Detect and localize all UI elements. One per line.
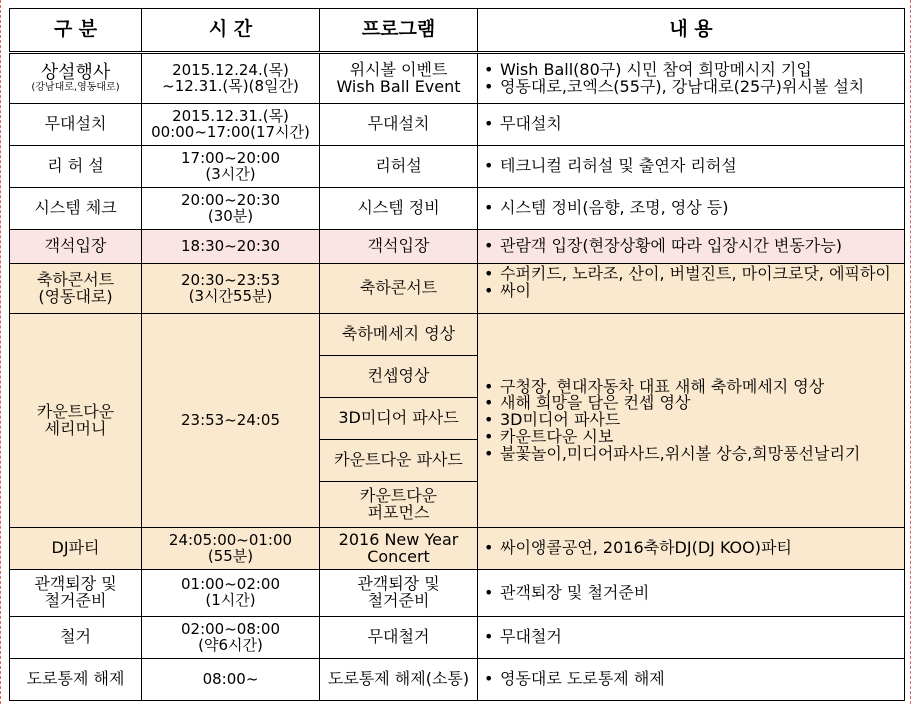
content-item: • Wish Ball(80구) 시민 참여 희망메시지 기입 [482,62,900,79]
row-time [142,104,320,146]
row-content [478,53,905,104]
time-line-1: 20:30~23:53 [180,270,281,289]
row-time [142,617,320,659]
content-item-continuation: • 싸이 [482,283,900,300]
category-name: 상설행사 [40,61,111,83]
program-line-2: 철거준비 [367,591,430,610]
row-program: 카운트다운 파사드 [320,440,478,482]
row-program: 무대철거 [320,617,478,659]
row-category: 시스템 체크 [10,188,142,230]
content-item: • 카운트다운 시보 [482,429,900,446]
row-program [320,53,478,104]
time-line-2: 00:00~17:00(17시간) [151,122,310,141]
header-row [10,9,905,53]
row-time [142,528,320,570]
row-content [478,528,905,570]
row-time [142,570,320,617]
content-item: • 싸이앵콜공연, 2016축하DJ(DJ KOO)파티 [482,540,900,557]
content-item: • 불꽃놀이,미디어파사드,위시볼 상승,희망풍선날리기 [482,446,900,463]
time-line-2: (1시간) [205,591,256,609]
content-item: • 시스템 정비(음향, 조명, 영상 등) [482,200,900,217]
row-time [142,188,320,230]
table-row [10,53,905,104]
row-program: 축하콘서트 [320,264,478,314]
table-row [10,146,905,188]
row-category [10,570,142,617]
table-row [10,659,905,701]
row-program [320,528,478,570]
program-line-2: 퍼포먼스 [367,502,430,522]
time-line-2: (3시간55분) [188,286,273,305]
row-category: DJ파티 [10,528,142,570]
row-category [10,53,142,104]
row-program: 도로통제 해제(소통) [320,659,478,701]
table-row [10,104,905,146]
table-row [10,570,905,617]
row-content [478,104,905,146]
table-row [10,617,905,659]
header-time: 시 간 [142,9,320,53]
header-content: 내 용 [478,9,905,53]
row-time: 08:00~ [142,659,320,701]
category-line-1: 카운트다운 [36,401,115,421]
content-item: • 수퍼키드, 노라조, 산이, 버벌진트, 마이크로닷, 에픽하이 [482,266,900,283]
category-line-1: 축하콘서트 [36,269,115,289]
row-program: 시스템 정비 [320,188,478,230]
row-category [10,314,142,528]
content-item: • 무대설치 [482,116,900,133]
row-content [478,314,905,528]
time-line-1: 2015.12.24.(목) [172,60,289,79]
schedule-table [9,8,905,701]
time-line-1: 24:05:00~01:00 [168,530,293,549]
program-line-1: 위시볼 이벤트 [349,59,448,79]
row-time [142,264,320,314]
content-item: • 3D미디어 파사드 [482,412,900,429]
program-line-2: Wish Ball Event [336,76,461,96]
time-line-2: (55분) [207,546,254,565]
table-row [10,188,905,230]
row-program: 축하메세지 영상 [320,314,478,356]
table-row [10,264,905,314]
header-program: 프로그램 [320,9,478,53]
table-row [10,314,905,356]
content-item: • 관람객 입장(현장상황에 따라 입장시간 변동가능) [482,238,900,255]
program-line-1: 카운트다운 [359,485,438,505]
category-line-2: 세리머니 [44,418,107,438]
row-program: 컨셉영상 [320,356,478,398]
program-line-1: 관객퇴장 및 [357,574,440,594]
row-time: 23:53~24:05 [142,314,320,528]
row-program: 객석입장 [320,230,478,264]
row-program: 무대설치 [320,104,478,146]
category-line-2: (영동대로) [38,286,113,306]
row-content [478,230,905,264]
content-item: • 관객퇴장 및 철거준비 [482,585,900,602]
time-line-1: 2015.12.31.(목) [172,106,289,125]
category-line-1: 관객퇴장 및 [34,574,117,594]
row-program [320,482,478,528]
row-content [478,146,905,188]
time-line-1: 01:00~02:00 [180,575,281,594]
row-program: 3D미디어 파사드 [320,398,478,440]
time-line-2: (30분) [207,206,254,225]
row-category: 무대설치 [10,104,142,146]
row-content [478,659,905,701]
time-line-1: 20:00~20:30 [180,190,281,209]
row-content [478,264,905,314]
time-line-1: 17:00~20:00 [180,148,281,167]
row-program [320,570,478,617]
content-item: • 새해 희망을 담은 컨셉 영상 [482,395,900,412]
content-item: • 구청장, 현대자동차 대표 새해 축하메세지 영상 [482,379,900,396]
row-program: 리허설 [320,146,478,188]
header-category: 구 분 [10,9,142,53]
time-line-2: ~12.31.(목)(8일간) [162,76,299,95]
content-item: • 영동대로 도로통제 해제 [482,671,900,688]
program-line-2: Concert [367,546,430,566]
category-line-2: 철거준비 [44,591,107,610]
row-category: 객석입장 [10,230,142,264]
content-item: • 테크니컬 리허설 및 출연자 리허설 [482,158,900,175]
program-line-1: 2016 New Year [338,529,459,549]
row-content [478,617,905,659]
row-category: 리 허 설 [10,146,142,188]
table-row [10,230,905,264]
content-item: • 무대철거 [482,629,900,646]
row-category: 철거 [10,617,142,659]
row-category [10,264,142,314]
row-time: 18:30~20:30 [142,230,320,264]
row-content [478,570,905,617]
time-line-1: 02:00~08:00 [180,619,281,638]
row-time [142,146,320,188]
content-item: • 영동대로,코엑스(55구), 강남대로(25구)위시볼 설치 [482,79,900,96]
time-line-2: (약6시간) [198,635,263,654]
row-time [142,53,320,104]
category-sub: (강남대로,영동대로) [31,81,120,93]
row-content [478,188,905,230]
time-line-2: (3시간) [205,164,256,183]
table-row [10,528,905,570]
row-category: 도로통제 해제 [10,659,142,701]
